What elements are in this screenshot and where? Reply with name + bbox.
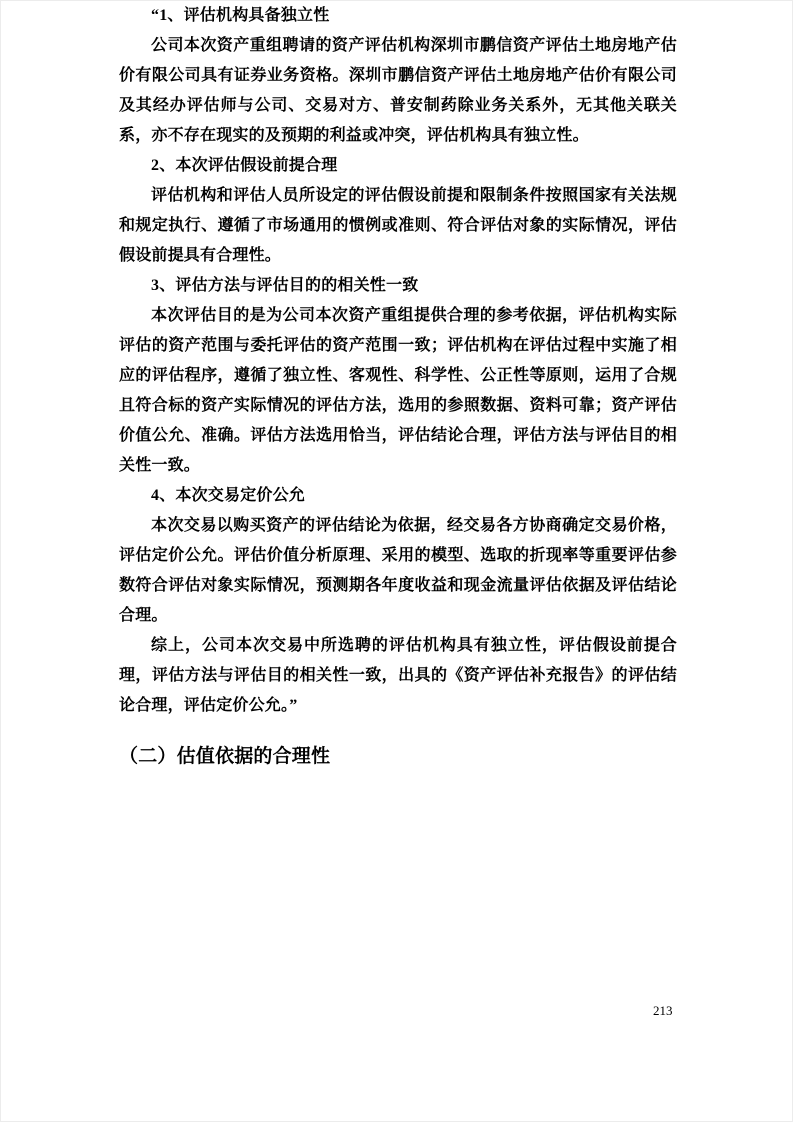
paragraph-conclusion: 综上，公司本次交易中所选聘的评估机构具有独立性，评估假设前提合理，评估方法与评估目的相关性一致，出具的《资产评估补充报告》的评估结论合理，评估定价公允。” [119, 637, 677, 714]
paragraph-assumptions: 评估机构和评估人员所设定的评估假设前提和限制条件按照国家有关法规和规定执行、遵循了市场通用的惯例或准则、符合评估对象的实际情况，评估假设前提具有合理性。 [119, 187, 677, 264]
subsection-heading-4: 4、本次交易定价公允 [151, 487, 306, 504]
subsection-heading-1: “1、评估机构具备独立性 [151, 7, 330, 24]
subsection-heading-3: 3、评估方法与评估目的的相关性一致 [151, 277, 419, 294]
section-heading-valuation-basis: （二）估值依据的合理性 [119, 746, 331, 767]
paragraph-pricing-fairness: 本次交易以购买资产的评估结论为依据，经交易各方协商确定交易价格，评估定价公允。评估价值分析原理、采用的模型、选取的折现率等重要评估参数符合评估对象实际情况，预测期各年度收益和现金流量评估依据及评估结论合理。 [119, 517, 677, 624]
subsection-heading-2: 2、本次评估假设前提合理 [151, 157, 338, 174]
paragraph-independence: 公司本次资产重组聘请的资产评估机构深圳市鹏信资产评估土地房地产估价有限公司具有证券业务资格。深圳市鹏信资产评估土地房地产估价有限公司及其经办评估师与公司、交易对方、普安制药除业务关系外，无其他关联关系，亦不存在现实的及预期的利益或冲突，评估机构具有独立性。 [119, 37, 677, 144]
paragraph-method-relevance: 本次评估目的是为公司本次资产重组提供合理的参考依据，评估机构实际评估的资产范围与委托评估的资产范围一致；评估机构在评估过程中实施了相应的评估程序，遵循了独立性、客观性、科学性、公正性等原则，运用了合规且符合标的资产实际情况的评估方法，选用的参照数据、资料可靠；资产评估价值公允、准确。评估方法选用恰当，评估结论合理，评估方法与评估目的相关性一致。 [119, 307, 677, 474]
page-number: 213 [653, 1003, 673, 1018]
document-body [119, 1, 677, 772]
